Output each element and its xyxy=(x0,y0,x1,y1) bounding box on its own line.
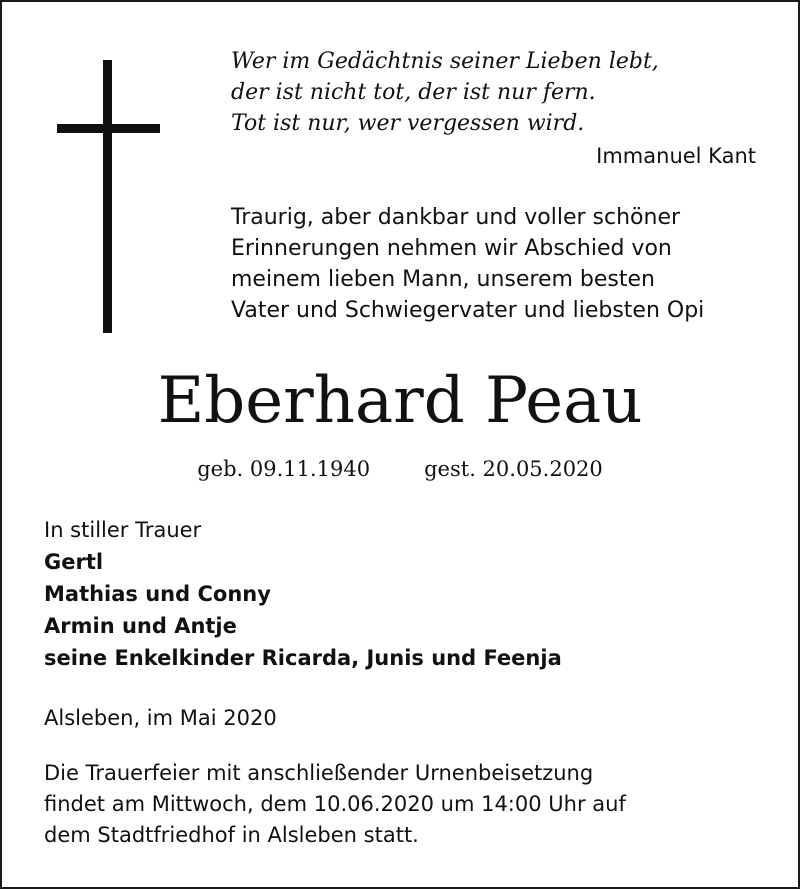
intro-line: Erinnerungen nehmen wir Abschied von xyxy=(231,236,672,261)
mourner-name: Armin und Antje xyxy=(44,614,237,638)
intro-line: Vater und Schwiegervater und liebsten Opi xyxy=(231,298,705,323)
ceremony-info xyxy=(44,758,626,851)
cross-horizontal-bar xyxy=(57,124,160,133)
quote-line: der ist nicht tot, der ist nur fern. xyxy=(231,80,596,105)
ceremony-line: Die Trauerfeier mit anschließender Urnenbeisetzung xyxy=(44,761,594,785)
quote-author: Immanuel Kant xyxy=(596,144,756,168)
ceremony-line: dem Stadtfriedhof in Alsleben statt. xyxy=(44,823,419,847)
mourners xyxy=(44,514,562,674)
quote-line: Tot ist nur, wer vergessen wird. xyxy=(231,111,585,136)
birth-date: geb. 09.11.1940 xyxy=(197,457,371,481)
intro-text xyxy=(231,202,704,326)
mourner-name: Gertl xyxy=(44,550,104,574)
deceased-name: Eberhard Peau xyxy=(157,364,643,438)
intro-line: meinem lieben Mann, unserem besten xyxy=(231,267,655,292)
cross-vertical-bar xyxy=(103,60,112,333)
place-date: Alsleben, im Mai 2020 xyxy=(44,706,277,730)
death-date: gest. 20.05.2020 xyxy=(424,457,603,481)
mourner-name: Mathias und Conny xyxy=(44,582,271,606)
quote-line: Wer im Gedächtnis seiner Lieben lebt, xyxy=(231,49,659,74)
intro-line: Traurig, aber dankbar und voller schöner xyxy=(231,205,681,230)
life-dates xyxy=(0,457,800,481)
mourners-heading: In stiller Trauer xyxy=(44,518,202,542)
ceremony-line: findet am Mittwoch, dem 10.06.2020 um 14:00 Uhr auf xyxy=(44,792,626,816)
quote xyxy=(231,46,659,139)
mourner-name: seine Enkelkinder Ricarda, Junis und Feenja xyxy=(44,646,562,670)
